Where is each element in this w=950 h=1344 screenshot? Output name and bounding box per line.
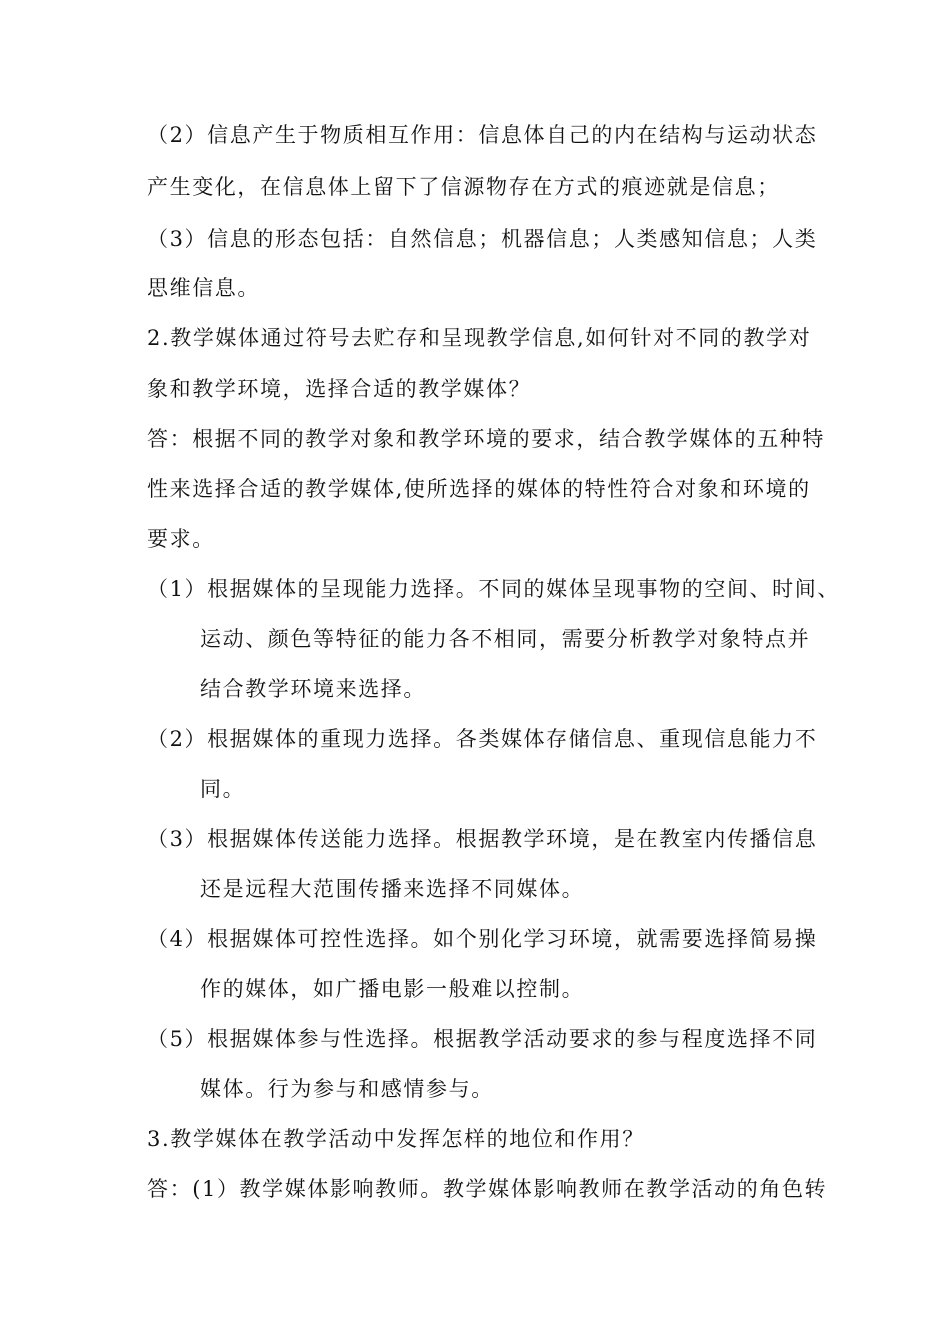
list-item-line: （5）根据媒体参与性选择。根据教学活动要求的参与程度选择不同 <box>147 1027 818 1051</box>
list-item-continuation: 运动、颜色等特征的能力各不相同，需要分析教学对象特点并 <box>200 627 811 651</box>
list-item-continuation: 还是远程大范围传播来选择不同媒体。 <box>200 877 585 901</box>
answer-line: 要求。 <box>147 527 215 551</box>
list-item-line: （2）根据媒体的重现力选择。各类媒体存储信息、重现信息能力不 <box>147 727 818 751</box>
list-item-continuation: 结合教学环境来选择。 <box>200 677 426 701</box>
paragraph-line: 思维信息。 <box>147 276 260 300</box>
list-item-continuation: 同。 <box>200 777 246 801</box>
list-item-continuation: 媒体。行为参与和感情参与。 <box>200 1077 494 1101</box>
answer-line: 答：(1）教学媒体影响教师。教学媒体影响教师在教学活动的角色转 <box>147 1177 828 1201</box>
paragraph-line: 产生变化，在信息体上留下了信源物存在方式的痕迹就是信息； <box>147 175 780 199</box>
question-heading: 象和教学环境，选择合适的教学媒体？ <box>147 377 532 401</box>
list-item-line: （4）根据媒体可控性选择。如个别化学习环境，就需要选择简易操 <box>147 927 818 951</box>
question-heading: 3.教学媒体在教学活动中发挥怎样的地位和作用？ <box>147 1127 645 1151</box>
paragraph-line: （3）信息的形态包括：自然信息；机器信息；人类感知信息；人类 <box>147 227 818 251</box>
list-item-line: （1）根据媒体的呈现能力选择。不同的媒体呈现事物的空间、时间、 <box>147 577 840 601</box>
answer-line: 答：根据不同的教学对象和教学环境的要求，结合教学媒体的五种特 <box>147 427 825 451</box>
answer-line: 性来选择合适的教学媒体,使所选择的媒体的特性符合对象和环境的 <box>147 477 811 501</box>
list-item-continuation: 作的媒体，如广播电影一般难以控制。 <box>200 977 585 1001</box>
list-item-line: （3）根据媒体传送能力选择。根据教学环境，是在教室内传播信息 <box>147 827 818 851</box>
question-heading: 2.教学媒体通过符号去贮存和呈现教学信息,如何针对不同的教学对 <box>147 326 812 350</box>
paragraph-line: （2）信息产生于物质相互作用：信息体自己的内在结构与运动状态 <box>147 123 818 147</box>
